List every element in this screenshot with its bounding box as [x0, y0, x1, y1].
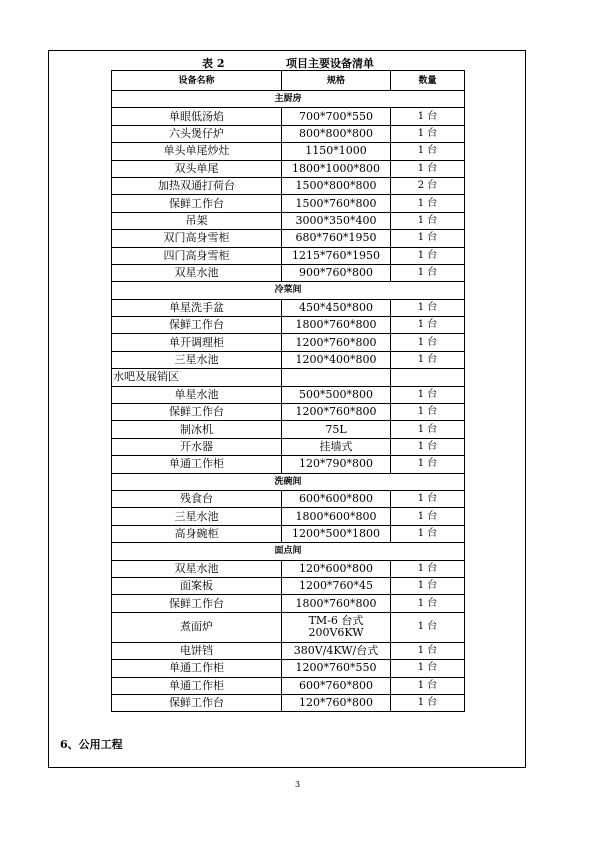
- table-row: [112, 177, 465, 194]
- equipment-name: 双头单尾: [112, 160, 282, 177]
- equipment-quantity: 1 台: [391, 212, 465, 229]
- equipment-spec: 1150*1000: [282, 143, 391, 160]
- table-row: [112, 508, 465, 525]
- table-row: [112, 195, 465, 212]
- equipment-quantity: 1 台: [391, 108, 465, 125]
- equipment-name: 双星水池: [112, 264, 282, 281]
- table-title: 项目主要设备清单: [286, 57, 374, 70]
- equipment-spec: 挂墙式: [282, 438, 391, 455]
- equipment-spec: 700*700*550: [282, 108, 391, 125]
- equipment-spec: 600*760*800: [282, 677, 391, 694]
- table-row: [112, 694, 465, 711]
- table-row: [112, 560, 465, 577]
- equipment-name: 单通工作柜: [112, 660, 282, 677]
- equipment-quantity: 1 台: [391, 195, 465, 212]
- table-row: [112, 525, 465, 542]
- equipment-name: 煮面炉: [112, 612, 282, 642]
- section-label: 洗碗间: [112, 473, 465, 490]
- equipment-quantity: 1 台: [391, 264, 465, 281]
- section-heading-utilities: 6、公用工程: [60, 738, 123, 751]
- equipment-spec: 1200*760*800: [282, 404, 391, 421]
- table-caption: [0, 55, 595, 69]
- equipment-spec: 3000*350*400: [282, 212, 391, 229]
- equipment-spec: 500*500*800: [282, 386, 391, 403]
- equipment-quantity: 1 台: [391, 317, 465, 334]
- equipment-spec-line: TM-6 台式: [308, 614, 364, 628]
- table-row: [112, 438, 465, 455]
- equipment-quantity: 1 台: [391, 334, 465, 351]
- equipment-quantity: [391, 369, 465, 386]
- equipment-spec: 1200*760*45: [282, 577, 391, 594]
- table-header-row: [112, 71, 465, 91]
- equipment-spec: 120*790*800: [282, 456, 391, 473]
- equipment-quantity: 1 台: [391, 677, 465, 694]
- equipment-quantity: 1 台: [391, 490, 465, 507]
- equipment-quantity: 1 台: [391, 577, 465, 594]
- equipment-name: 三星水池: [112, 351, 282, 368]
- equipment-quantity: 1 台: [391, 612, 465, 642]
- equipment-name: 单星水池: [112, 386, 282, 403]
- equipment-spec: [282, 612, 391, 642]
- table-row: [112, 421, 465, 438]
- table-row: [112, 108, 465, 125]
- equipment-quantity: 1 台: [391, 438, 465, 455]
- equipment-name: 吊架: [112, 212, 282, 229]
- equipment-name: 六头煲仔炉: [112, 125, 282, 142]
- equipment-name: 单通工作柜: [112, 456, 282, 473]
- equipment-spec: 120*760*800: [282, 694, 391, 711]
- section-row: [112, 282, 465, 299]
- equipment-quantity: 1 台: [391, 299, 465, 316]
- equipment-quantity: 1 台: [391, 508, 465, 525]
- equipment-name: 单开调理柜: [112, 334, 282, 351]
- section-label: 主厨房: [112, 91, 465, 108]
- equipment-spec: 680*760*1950: [282, 230, 391, 247]
- equipment-spec: 1200*760*550: [282, 660, 391, 677]
- equipment-spec: 380V/4KW/台式: [282, 642, 391, 659]
- table-row: [112, 351, 465, 368]
- equipment-quantity: 1 台: [391, 456, 465, 473]
- equipment-name: 面案板: [112, 577, 282, 594]
- equipment-spec-line: 200V6KW: [308, 626, 364, 640]
- table-row: [112, 212, 465, 229]
- equipment-name: 三星水池: [112, 508, 282, 525]
- equipment-name: 双星水池: [112, 560, 282, 577]
- equipment-spec: 75L: [282, 421, 391, 438]
- equipment-spec: 1200*400*800: [282, 351, 391, 368]
- equipment-name: 保鲜工作台: [112, 195, 282, 212]
- table-row: [112, 160, 465, 177]
- equipment-spec: 1200*760*800: [282, 334, 391, 351]
- equipment-name: 单通工作柜: [112, 677, 282, 694]
- equipment-spec: 600*600*800: [282, 490, 391, 507]
- table-row: [112, 369, 465, 386]
- equipment-spec: [282, 369, 391, 386]
- equipment-spec: 1800*760*800: [282, 317, 391, 334]
- equipment-name: 单星洗手盆: [112, 299, 282, 316]
- equipment-quantity: 1 台: [391, 660, 465, 677]
- equipment-table: [111, 70, 465, 712]
- equipment-name: 保鲜工作台: [112, 694, 282, 711]
- equipment-name: 保鲜工作台: [112, 317, 282, 334]
- table-row: [112, 660, 465, 677]
- column-header-name: 设备名称: [112, 71, 282, 91]
- equipment-quantity: 1 台: [391, 230, 465, 247]
- section-label: 冷菜间: [112, 282, 465, 299]
- table-row: [112, 490, 465, 507]
- table-row: [112, 125, 465, 142]
- equipment-spec: 1800*760*800: [282, 595, 391, 612]
- equipment-name: 高身碗柜: [112, 525, 282, 542]
- equipment-name: 制冰机: [112, 421, 282, 438]
- equipment-quantity: 2 台: [391, 177, 465, 194]
- equipment-spec: 800*800*800: [282, 125, 391, 142]
- equipment-quantity: 1 台: [391, 595, 465, 612]
- equipment-quantity: 1 台: [391, 560, 465, 577]
- table-row: [112, 404, 465, 421]
- table-row: [112, 264, 465, 281]
- table-row: [112, 612, 465, 642]
- section-label: 面点间: [112, 543, 465, 560]
- equipment-name: 双门高身雪柜: [112, 230, 282, 247]
- equipment-name: 电饼铛: [112, 642, 282, 659]
- table-row: [112, 456, 465, 473]
- equipment-quantity: 1 台: [391, 642, 465, 659]
- equipment-spec: 1800*600*800: [282, 508, 391, 525]
- equipment-quantity: 1 台: [391, 247, 465, 264]
- section-row: [112, 473, 465, 490]
- section-row: [112, 543, 465, 560]
- equipment-quantity: 1 台: [391, 143, 465, 160]
- equipment-name: 开水器: [112, 438, 282, 455]
- table-row: [112, 595, 465, 612]
- equipment-name: 保鲜工作台: [112, 404, 282, 421]
- equipment-name: 保鲜工作台: [112, 595, 282, 612]
- equipment-quantity: 1 台: [391, 694, 465, 711]
- equipment-spec: 1215*760*1950: [282, 247, 391, 264]
- equipment-name: 加热双通打荷台: [112, 177, 282, 194]
- equipment-spec: 1500*800*800: [282, 177, 391, 194]
- table-row: [112, 230, 465, 247]
- column-header-spec: 规格: [282, 71, 391, 91]
- table-number: 表 2: [202, 57, 225, 70]
- table-row: [112, 317, 465, 334]
- equipment-quantity: 1 台: [391, 525, 465, 542]
- table-row: [112, 334, 465, 351]
- equipment-spec: 120*600*800: [282, 560, 391, 577]
- column-header-qty: 数量: [391, 71, 465, 91]
- table-row: [112, 642, 465, 659]
- equipment-name: 四门高身雪柜: [112, 247, 282, 264]
- equipment-spec: 450*450*800: [282, 299, 391, 316]
- table-row: [112, 143, 465, 160]
- section-row: [112, 91, 465, 108]
- equipment-quantity: 1 台: [391, 160, 465, 177]
- table-row: [112, 386, 465, 403]
- equipment-quantity: 1 台: [391, 404, 465, 421]
- equipment-spec: 1500*760*800: [282, 195, 391, 212]
- equipment-quantity: 1 台: [391, 386, 465, 403]
- equipment-quantity: 1 台: [391, 421, 465, 438]
- page-number: 3: [294, 780, 301, 789]
- table-row: [112, 677, 465, 694]
- table-row: [112, 577, 465, 594]
- equipment-quantity: 1 台: [391, 125, 465, 142]
- equipment-spec: 900*760*800: [282, 264, 391, 281]
- equipment-name: 单头单尾炒灶: [112, 143, 282, 160]
- equipment-name: 单眼低汤焰: [112, 108, 282, 125]
- equipment-name: 残食台: [112, 490, 282, 507]
- equipment-quantity: 1 台: [391, 351, 465, 368]
- equipment-spec: 1200*500*1800: [282, 525, 391, 542]
- equipment-spec: 1800*1000*800: [282, 160, 391, 177]
- table-row: [112, 247, 465, 264]
- table-row: [112, 299, 465, 316]
- equipment-name: 水吧及展销区: [112, 369, 282, 386]
